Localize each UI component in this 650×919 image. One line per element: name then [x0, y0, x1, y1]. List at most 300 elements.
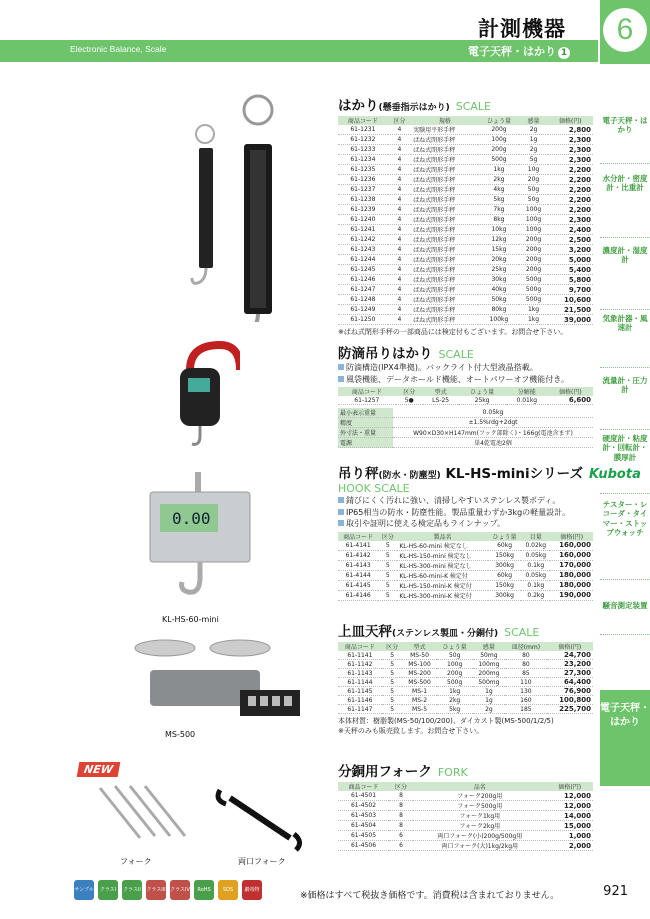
table-cell: 8: [389, 791, 413, 801]
table-cell: 150kg: [488, 550, 521, 560]
table-cell: 4: [388, 185, 411, 195]
table-cell: 2,200: [548, 175, 593, 185]
sidebar-item-noise[interactable]: 騒音測定装置: [600, 595, 650, 635]
table-cell: 23,200: [547, 660, 593, 669]
table-cell: 4: [388, 175, 411, 185]
chapter-tab: [600, 0, 650, 64]
table-row: [338, 651, 593, 660]
spec-label: 最小表示重量: [338, 408, 393, 418]
table-cell: 185: [505, 705, 547, 714]
table-row: [338, 135, 593, 145]
table-cell: 0.1kg: [521, 580, 550, 590]
chapter-number: 6: [603, 8, 647, 52]
table-cell: 61-4504: [338, 821, 389, 831]
page-number: 921: [603, 884, 628, 899]
table-cell: 61-1240: [338, 215, 388, 225]
table-header: 商品コード: [338, 642, 382, 651]
table-header: 品名: [413, 782, 546, 791]
table-row: [338, 305, 593, 315]
table-cell: 2,200: [548, 195, 593, 205]
drip-table: [338, 387, 593, 405]
table-cell: 61-1247: [338, 285, 388, 295]
table-cell: 21,500: [548, 305, 593, 315]
hook-bullet-text: 錆びにくく汚れに強い、清掃しやすいステンレス製ボディ。: [346, 496, 561, 505]
table-cell: 25kg: [478, 265, 519, 275]
table-cell: 5: [378, 580, 397, 590]
table-header: 区分: [389, 782, 413, 791]
table-cell: 225,700: [547, 705, 593, 714]
table-header: 区分: [382, 642, 403, 651]
drip-bullet: [338, 374, 593, 386]
table-cell: 5: [378, 590, 397, 600]
table-cell: 61-1249: [338, 305, 388, 315]
table-cell: 80: [505, 651, 547, 660]
table-cell: 200g: [519, 255, 547, 265]
table-cell: 両口フォーク(小)200g/500g用: [413, 831, 546, 841]
balance-title-small: (ステンレス製皿・分銅付): [392, 629, 499, 639]
left-pan: [135, 640, 195, 656]
certification-icon: サンプル: [74, 880, 94, 900]
top-ring-right: [244, 96, 272, 124]
sidebar-item-current[interactable]: 電子天秤・はかり: [600, 690, 650, 786]
hook-bullet: [338, 507, 593, 519]
table-cell: 5: [378, 550, 397, 560]
table-cell: 50g: [437, 651, 473, 660]
table-row: [338, 165, 593, 175]
table-header: 目量: [521, 532, 550, 541]
hook-title-small: (防水・防塵型): [378, 471, 441, 481]
table-row: [338, 265, 593, 275]
hook-bullet-text: 取引や証明に使える検定品もラインナップ。: [346, 519, 505, 529]
certification-icon: SDS: [218, 880, 238, 900]
header-sub-text: 電子天秤・はかり: [468, 45, 556, 58]
table-cell: 4: [388, 305, 411, 315]
table-cell: ばね式閉形手秤: [411, 155, 478, 165]
certification-icon: クラスIII: [146, 880, 166, 900]
footer-icons: [74, 880, 262, 900]
balance-table: [338, 642, 593, 714]
hook-title: [338, 462, 641, 482]
table-cell: 50g: [519, 185, 547, 195]
table-header: ひょう量: [478, 116, 519, 125]
table-cell: 0.05kg: [521, 570, 550, 580]
table-header: 製品名: [397, 532, 488, 541]
table-header: ひょう量: [458, 387, 506, 396]
table-cell: 100g: [437, 660, 473, 669]
table-cell: 8: [389, 811, 413, 821]
sidebar-item-concentration[interactable]: 濃度計・湿度計: [600, 240, 650, 310]
sidebar-item-weather[interactable]: 気象計器・風速計: [600, 308, 650, 368]
table-cell: 2g: [519, 125, 547, 135]
spec-label: 電源: [338, 438, 393, 448]
table-cell: KL-HS-300-mini 検定なし: [397, 560, 488, 570]
table-cell: 60kg: [488, 570, 521, 580]
header-english: Electronic Balance, Scale: [70, 44, 167, 54]
large-hook: [234, 314, 258, 322]
table-row: [338, 811, 593, 821]
table-cell: 100kg: [478, 315, 519, 325]
table-cell: 500g: [478, 155, 519, 165]
table-cell: ばね式閉形手秤: [411, 135, 478, 145]
table-cell: 61-1239: [338, 205, 388, 215]
certification-icon: 劇毒物: [242, 880, 262, 900]
table-cell: 61-4142: [338, 550, 378, 560]
table-header: 区分: [378, 532, 397, 541]
table-cell: 61-4502: [338, 801, 389, 811]
scale-title: [338, 94, 593, 114]
table-header: 商品コード: [338, 532, 378, 541]
spec-label: 精度: [338, 418, 393, 428]
fork-section: [338, 760, 593, 851]
svg-text:0.00: 0.00: [172, 509, 211, 528]
table-cell: 12kg: [478, 235, 519, 245]
table-cell: 60kg: [488, 541, 521, 551]
table-header: 商品コード: [338, 387, 396, 396]
page-title: 計測機器: [478, 17, 566, 41]
table-cell: 80kg: [478, 305, 519, 315]
hook: [192, 426, 200, 444]
table-cell: 5,800: [548, 275, 593, 285]
table-cell: 実験用平形手秤: [411, 125, 478, 135]
table-cell: 61-1234: [338, 155, 388, 165]
table-cell: 4: [388, 255, 411, 265]
table-cell: 61-1146: [338, 696, 382, 705]
scale-title-main: はかり: [338, 98, 379, 114]
body: [180, 368, 220, 426]
table-cell: 0.1kg: [521, 560, 550, 570]
top-ring-left: [196, 125, 214, 143]
table-row: [338, 660, 593, 669]
table-cell: 61-1144: [338, 678, 382, 687]
table-cell: 4: [388, 275, 411, 285]
table-cell: 2kg: [478, 175, 519, 185]
table-cell: MS-100: [402, 660, 436, 669]
table-row: [338, 175, 593, 185]
drip-title-main: 防滴吊りはかり: [338, 346, 433, 362]
hook-caption: KL-HS-60-mini: [162, 615, 219, 624]
table-cell: 150kg: [488, 580, 521, 590]
sidebar-item-hardness[interactable]: 硬度計・粘度計・回転計・膜厚計: [600, 428, 650, 494]
balance-title-en: SCALE: [504, 626, 540, 639]
spec-value: 0.05kg: [393, 408, 593, 418]
table-cell: 61-1143: [338, 669, 382, 678]
table-cell: 12,000: [546, 791, 593, 801]
table-cell: MS-200: [402, 669, 436, 678]
table-row: [338, 255, 593, 265]
table-row: [338, 570, 593, 580]
table-row: [338, 580, 593, 590]
table-cell: 61-4143: [338, 560, 378, 570]
table-header: 感量: [473, 642, 505, 651]
table-cell: 4: [388, 145, 411, 155]
table-cell: 0.02kg: [521, 541, 550, 551]
spec-row: [338, 408, 593, 418]
table-cell: フォーク2kg用: [413, 821, 546, 831]
table-cell: 180,000: [550, 570, 593, 580]
table-cell: 4: [388, 285, 411, 295]
drip-scale-photo: [160, 340, 240, 450]
table-cell: ばね式閉形手秤: [411, 185, 478, 195]
table-header: ひょう量: [437, 642, 473, 651]
table-cell: フォーク200g用: [413, 791, 546, 801]
table-cell: 61-1141: [338, 651, 382, 660]
table-cell: 61-1236: [338, 175, 388, 185]
table-cell: KL-HS-60-mini-K 検定付: [397, 570, 488, 580]
table-cell: 61-1243: [338, 245, 388, 255]
table-header: 価格(円): [547, 642, 593, 651]
table-cell: 500g: [519, 295, 547, 305]
small-hook: [192, 268, 206, 283]
table-cell: 500g: [519, 285, 547, 295]
table-header: 価格(円): [546, 782, 593, 791]
table-row: [338, 841, 593, 851]
table-cell: 6,600: [548, 396, 593, 405]
table-row: [338, 185, 593, 195]
table-row: [338, 285, 593, 295]
table-cell: 61-1245: [338, 265, 388, 275]
table-cell: 1,000: [546, 831, 593, 841]
table-cell: 2g: [473, 705, 505, 714]
header-subtitle: [468, 43, 570, 59]
table-cell: 200g: [519, 265, 547, 275]
drip-title-en: SCALE: [438, 348, 474, 361]
table-cell: 61-4505: [338, 831, 389, 841]
table-cell: 2,800: [548, 125, 593, 135]
table-cell: 100g: [478, 135, 519, 145]
table-cell: 4: [388, 215, 411, 225]
table-cell: ばね式閉形手秤: [411, 275, 478, 285]
table-cell: 4: [388, 195, 411, 205]
table-cell: 61-4141: [338, 541, 378, 551]
table-cell: 4: [388, 295, 411, 305]
table-cell: 4: [388, 165, 411, 175]
table-cell: 500g: [437, 678, 473, 687]
table-cell: 27,300: [547, 669, 593, 678]
table-cell: 40kg: [478, 285, 519, 295]
hook: [182, 562, 200, 592]
header-sub-number: 1: [558, 47, 570, 59]
table-cell: 5: [378, 570, 397, 580]
table-cell: 2,000: [546, 841, 593, 851]
table-row: [338, 678, 593, 687]
table-row: [338, 560, 593, 570]
table-cell: KL-HS-150-mini 検定なし: [397, 550, 488, 560]
sidebar-item-tester[interactable]: テスター・レコーダ・タイマー・ストップウォッチ: [600, 494, 650, 580]
table-row: [338, 145, 593, 155]
table-header: 価格(円): [548, 116, 593, 125]
table-cell: 160,000: [550, 541, 593, 551]
table-row: [338, 195, 593, 205]
balance-title-main: 上皿天秤: [338, 624, 392, 640]
certification-icon: クラスII: [122, 880, 142, 900]
table-cell: 61-1248: [338, 295, 388, 305]
spec-row: [338, 438, 593, 448]
spring-scale-photo: [70, 92, 330, 322]
table-cell: MS-50: [402, 651, 436, 660]
table-cell: 6: [389, 841, 413, 851]
footer-note: ※価格はすべて税抜き価格です。消費税は含まれておりません。: [300, 891, 560, 901]
table-cell: 2,300: [548, 145, 593, 155]
table-row: [338, 275, 593, 285]
table-cell: ばね式閉形手秤: [411, 305, 478, 315]
table-row: [338, 315, 593, 325]
table-cell: ばね式閉形手秤: [411, 225, 478, 235]
balance-caption: MS-500: [165, 730, 196, 739]
table-cell: 4: [388, 155, 411, 165]
table-cell: 61-4146: [338, 590, 378, 600]
table-cell: MS-2: [402, 696, 436, 705]
hook-bullet: [338, 518, 593, 530]
table-cell: ばね式閉形手秤: [411, 205, 478, 215]
table-header: 商品コード: [338, 116, 388, 125]
drip-title: [338, 342, 593, 362]
scale-title-en: SCALE: [455, 100, 492, 113]
table-cell: 1kg: [519, 315, 547, 325]
right-pan: [210, 640, 270, 656]
certification-icon: クラスIV: [170, 880, 190, 900]
lcd: [188, 378, 210, 392]
certification-icon: クラスI: [98, 880, 118, 900]
table-cell: 160,000: [550, 550, 593, 560]
table-cell: 61-1235: [338, 165, 388, 175]
table-cell: 8kg: [478, 215, 519, 225]
table-cell: 8: [389, 821, 413, 831]
table-cell: 50kg: [478, 295, 519, 305]
table-cell: ばね式閉形手秤: [411, 165, 478, 175]
table-cell: ばね式閉形手秤: [411, 285, 478, 295]
table-cell: 300kg: [488, 590, 521, 600]
table-header: 規格: [411, 116, 478, 125]
table-cell: 4kg: [478, 185, 519, 195]
table-cell: MS-1: [402, 687, 436, 696]
table-cell: 5: [382, 705, 403, 714]
table-cell: 5g: [519, 155, 547, 165]
handle: [190, 345, 240, 370]
table-cell: LS-25: [423, 396, 459, 405]
large-scale-window: [250, 150, 266, 308]
table-cell: 61-1246: [338, 275, 388, 285]
table-cell: 2,300: [548, 135, 593, 145]
table-cell: 100,800: [547, 696, 593, 705]
table-row: [338, 791, 593, 801]
table-cell: 20kg: [478, 255, 519, 265]
balance-section: [338, 620, 593, 736]
table-cell: 5,000: [548, 255, 593, 265]
sidebar-item-moisture[interactable]: 水分計・密度計・比重計: [600, 168, 650, 238]
table-cell: 1g: [519, 135, 547, 145]
table-cell: 500mg: [473, 678, 505, 687]
table-cell: 両口フォーク(大)1kg/2kg用: [413, 841, 546, 851]
top-shackle: [195, 472, 201, 492]
table-cell: 5kg: [437, 705, 473, 714]
table-row: [338, 550, 593, 560]
table-header: 価格(円): [548, 387, 593, 396]
table-cell: 24,700: [547, 651, 593, 660]
spec-value: W90×D30×H147mm(フック部除く)・166g(電池含まず): [393, 428, 593, 438]
table-cell: 2,300: [548, 155, 593, 165]
table-cell: MS-500: [402, 678, 436, 687]
hook-table: [338, 532, 593, 601]
table-cell: 30kg: [478, 275, 519, 285]
table-cell: ばね式閉形手秤: [411, 265, 478, 275]
table-header: 価格(円): [550, 532, 593, 541]
fork-title-en: FORK: [437, 766, 468, 779]
table-cell: 85: [505, 669, 547, 678]
table-cell: 1kg: [478, 165, 519, 175]
sidebar-item-flow[interactable]: 流量計・圧力計: [600, 370, 650, 430]
table-cell: 61-4503: [338, 811, 389, 821]
table-cell: 500g: [519, 275, 547, 285]
table-cell: 4: [388, 235, 411, 245]
table-cell: 5,400: [548, 265, 593, 275]
table-cell: 3,200: [548, 245, 593, 255]
table-header: 型式: [423, 387, 459, 396]
table-cell: ばね式閉形手秤: [411, 175, 478, 185]
table-cell: 4: [388, 125, 411, 135]
table-cell: 2,300: [548, 215, 593, 225]
table-row: [338, 125, 593, 135]
fork-title: [338, 760, 593, 780]
table-cell: 2kg: [437, 696, 473, 705]
table-row: [338, 245, 593, 255]
table-cell: 61-1241: [338, 225, 388, 235]
table-cell: 50g: [519, 195, 547, 205]
table-cell: 100g: [519, 205, 547, 215]
table-cell: KL-HS-150-mini-K 検定付: [397, 580, 488, 590]
kubota-logo: Kubota: [589, 467, 641, 482]
table-cell: ばね式閉形手秤: [411, 255, 478, 265]
table-cell: 5: [382, 669, 403, 678]
table-cell: 6: [389, 831, 413, 841]
table-cell: 10kg: [478, 225, 519, 235]
scale-section: [338, 94, 593, 337]
table-cell: 61-1242: [338, 235, 388, 245]
sidebar-item-balance[interactable]: 電子天秤・はかり: [600, 110, 650, 164]
table-cell: 0.05kg: [521, 550, 550, 560]
table-cell: ばね式閉形手秤: [411, 245, 478, 255]
table-cell: 8: [389, 801, 413, 811]
table-cell: 61-1142: [338, 660, 382, 669]
table-cell: 14,000: [546, 811, 593, 821]
table-cell: 5●: [396, 396, 423, 405]
table-cell: 61-4501: [338, 791, 389, 801]
table-cell: 61-1244: [338, 255, 388, 265]
table-cell: 61-1238: [338, 195, 388, 205]
table-cell: 10g: [519, 165, 547, 175]
table-cell: 61-1233: [338, 145, 388, 155]
table-cell: 2g: [519, 145, 547, 155]
table-cell: 2,500: [548, 235, 593, 245]
table-cell: 200g: [478, 125, 519, 135]
table-cell: 5: [382, 678, 403, 687]
table-cell: 9,700: [548, 285, 593, 295]
spec-label: 外寸法・重量: [338, 428, 393, 438]
table-cell: 100g: [519, 215, 547, 225]
new-badge: NEW: [77, 762, 121, 777]
hook-title-main: 吊り秤: [338, 466, 379, 482]
table-cell: 0.2kg: [521, 590, 550, 600]
table-cell: KL-HS-300-mini-K 検定付: [397, 590, 488, 600]
fork-caption: フォーク: [120, 857, 152, 866]
table-header: 感量: [519, 116, 547, 125]
fork-photo: [80, 778, 320, 858]
table-cell: 61-4145: [338, 580, 378, 590]
table-row: [338, 821, 593, 831]
spec-row: [338, 428, 593, 438]
hook-bullet-text: IP65相当の防水・防塵性能。製品重量わずか3kgの軽量設計。: [346, 507, 571, 517]
table-cell: 61-1232: [338, 135, 388, 145]
table-cell: 2,200: [548, 185, 593, 195]
